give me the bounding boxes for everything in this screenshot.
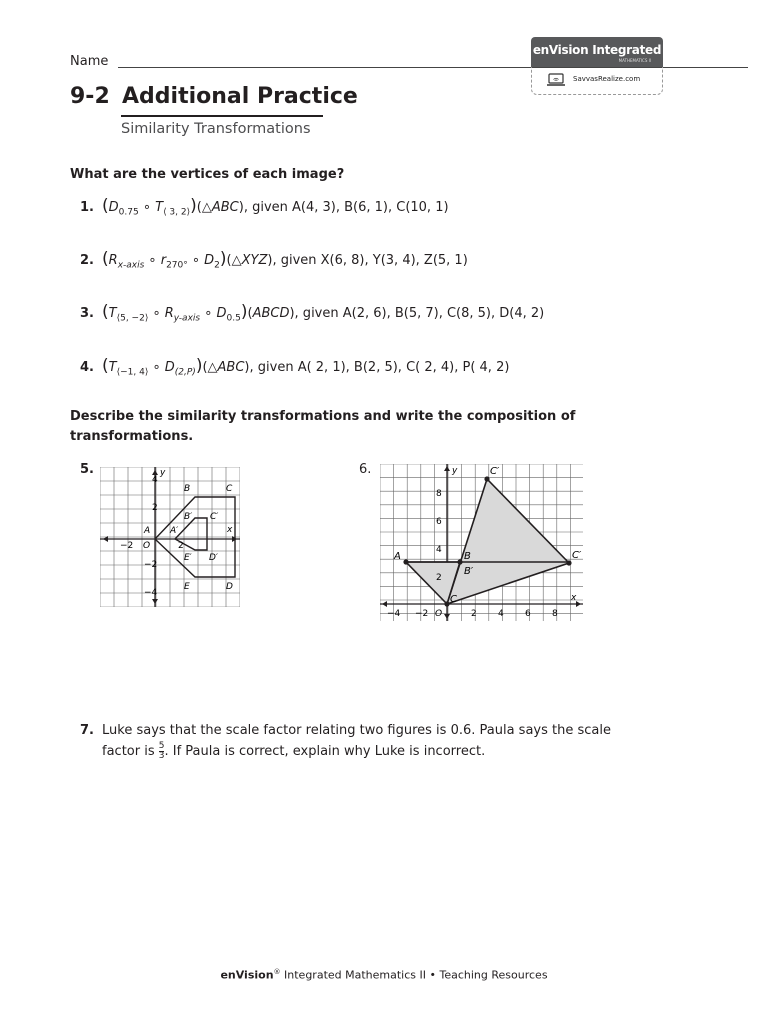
figure-name: △XYZ bbox=[231, 253, 268, 268]
line2-end: . If Paula is correct, explain why Luke is incorrect. bbox=[164, 744, 486, 759]
tick-label: 2 bbox=[436, 573, 442, 583]
translation-symbol: T bbox=[155, 200, 164, 215]
vertex-label-b: B bbox=[184, 484, 191, 494]
tick-label: 6 bbox=[436, 517, 442, 527]
axis-label-x: x bbox=[571, 593, 577, 603]
vertex-label-c-prime: C′ bbox=[210, 512, 219, 522]
triangle-image bbox=[447, 479, 569, 604]
tick-label: 2 bbox=[178, 541, 184, 551]
footer-registered: ® bbox=[273, 968, 281, 976]
vertex-label-a-prime: A′ bbox=[170, 526, 179, 536]
figure-name: ABCD bbox=[252, 306, 290, 321]
footer bbox=[0, 968, 768, 982]
problem-5-number: 5. bbox=[80, 462, 94, 477]
dilation-symbol: D bbox=[216, 306, 227, 321]
tick-label: −4 bbox=[387, 609, 401, 619]
reflection-line: y-axis bbox=[173, 313, 201, 324]
point-c-prime-2 bbox=[566, 560, 571, 565]
dilation-factor: 2 bbox=[214, 260, 220, 271]
section2-heading-line1: Describe the similarity transformations and write the composition of bbox=[70, 409, 576, 424]
given-vertices: , given A(2, 6), B(5, 7), C(8, 5), D(4, 2) bbox=[294, 306, 545, 321]
fraction-numerator: 5 bbox=[158, 741, 165, 751]
vertex-label-b-prime: B′ bbox=[184, 512, 193, 522]
envision-logo bbox=[531, 37, 663, 96]
tick-label: 2 bbox=[471, 609, 477, 619]
point-b bbox=[457, 559, 462, 564]
vertex-label-c-prime: C′ bbox=[490, 466, 500, 477]
vertex-label-d-prime: D′ bbox=[209, 553, 218, 563]
tick-label: 6 bbox=[525, 609, 531, 619]
dilation-factor: 0.75 bbox=[118, 207, 139, 218]
point-c bbox=[444, 601, 449, 606]
problem-number: 2. bbox=[80, 253, 94, 268]
problem-number: 7. bbox=[80, 723, 94, 738]
given-vertices: , given A( 2, 1), B(2, 5), C( 2, 4), P( 4, 2) bbox=[249, 360, 510, 375]
footer-text: Integrated Mathematics II • Teaching Resources bbox=[280, 968, 548, 982]
tick-label: −2 bbox=[120, 541, 134, 551]
figure-name: △ABC bbox=[201, 200, 239, 215]
vertex-label-a: A bbox=[394, 551, 401, 562]
logo-subtitle: MATHEMATICS II bbox=[618, 58, 651, 63]
point-a bbox=[403, 559, 408, 564]
translation-symbol: T bbox=[108, 306, 117, 321]
vertex-label-a: A bbox=[144, 526, 151, 536]
reflection-line: x-axis bbox=[117, 260, 145, 271]
axis-label-y: y bbox=[452, 466, 458, 476]
lesson-subtitle: Similarity Transformations bbox=[121, 121, 311, 137]
translation-symbol: T bbox=[108, 360, 117, 375]
axis-label-x: x bbox=[227, 525, 233, 535]
lesson-number: 9-2 bbox=[70, 84, 110, 109]
problem-4: 4. ($T_{⟨-1, 4⟩}$ ∘ $D_{(2,P)})(\triangle ABC)$, given A( 2, 1), B(2, 5), C( 2, 4), P( 4, 2) bbox=[80, 356, 510, 378]
problem-number: 1. bbox=[80, 200, 94, 215]
translation-vector: ⟨ 3, 2⟩ bbox=[163, 207, 191, 218]
dilation-symbol: D bbox=[164, 360, 175, 375]
problem-7 bbox=[80, 723, 611, 738]
tick-label: 8 bbox=[436, 489, 442, 499]
dilation-symbol: D bbox=[108, 200, 119, 215]
figure-name: △ABC bbox=[207, 360, 245, 375]
vertex-label-e: E bbox=[184, 582, 190, 592]
name-label: Name bbox=[70, 54, 109, 69]
origin-label: O bbox=[435, 609, 443, 619]
reflection-symbol: R bbox=[108, 253, 118, 268]
logo-url: SavvasRealize.com bbox=[573, 75, 641, 83]
vertex-label-b: B bbox=[464, 551, 471, 562]
given-vertices: , given A(4, 3), B(6, 1), C(10, 1) bbox=[243, 200, 449, 215]
problem-1: 1. ($D_{0.75}$ ∘ $T_{⟨ 3, 2⟩})(\triangle ABC)$, given A(4, 3), B(6, 1), C(10, 1) bbox=[80, 196, 449, 218]
problem-6-number: 6. bbox=[359, 462, 372, 477]
dilation-factor: 0.5 bbox=[226, 313, 241, 324]
vertex-label-c-prime-2: C′ bbox=[572, 550, 582, 561]
axis-label-y: y bbox=[160, 468, 166, 478]
logo-brand: enVision Integrated bbox=[532, 43, 662, 57]
lesson-title: Additional Practice bbox=[122, 84, 358, 109]
tick-label: −2 bbox=[415, 609, 429, 619]
tick-label: −4 bbox=[144, 588, 158, 598]
problem-7-line1: Luke says that the scale factor relating two figures is 0.6. Paula says the scale bbox=[102, 723, 611, 738]
problem-2: 2. ($R_{x-axis}$ ∘ $r_{270^\circ}$ ∘ $D_2)(\triangle XYZ)$, given X(6, 8), Y(3, 4), Z(5, 1) bbox=[80, 249, 468, 271]
graph-problem-5 bbox=[100, 467, 240, 607]
translation-vector: ⟨5, −2⟩ bbox=[116, 313, 149, 324]
point-c-prime bbox=[484, 476, 489, 481]
tick-label: 4 bbox=[436, 545, 442, 555]
tick-label: −2 bbox=[144, 560, 158, 570]
tick-label: 8 bbox=[552, 609, 558, 619]
vertex-label-c: C bbox=[450, 594, 457, 605]
tick-label: 4 bbox=[152, 475, 158, 485]
problem-3: 3. ($T_{⟨5, -2⟩}$ ∘ $R_{y-axis}$ ∘ $D_{0.5})(ABCD)$, given A(2, 6), B(5, 7), C(8, 5), D(4, 2) bbox=[80, 302, 545, 324]
dilation-symbol: D bbox=[204, 253, 215, 268]
origin-label: O bbox=[143, 541, 151, 551]
translation-vector: ⟨−1, 4⟩ bbox=[116, 367, 149, 378]
rotation-angle: 270° bbox=[166, 260, 188, 271]
problem-number: 3. bbox=[80, 306, 94, 321]
tick-label: 2 bbox=[152, 503, 158, 513]
dilation-center: (2,P) bbox=[174, 367, 196, 378]
problem-number: 4. bbox=[80, 360, 94, 375]
reflection-symbol: R bbox=[164, 306, 174, 321]
section1-heading: What are the vertices of each image? bbox=[70, 167, 345, 182]
vertex-label-e-prime: E′ bbox=[184, 553, 192, 563]
laptop-icon bbox=[546, 73, 566, 87]
line2-start: factor is bbox=[102, 744, 159, 759]
problem-7-line2 bbox=[102, 742, 485, 761]
vertex-label-b-prime: B′ bbox=[464, 566, 474, 577]
tick-label: 4 bbox=[498, 609, 504, 619]
rotation-symbol: r bbox=[160, 253, 167, 268]
vertex-label-d: D bbox=[226, 582, 233, 592]
fraction-denominator: 3 bbox=[158, 751, 165, 761]
footer-brand: enVision bbox=[220, 968, 274, 982]
graph-problem-6 bbox=[380, 464, 583, 621]
vertex-label-c: C bbox=[226, 484, 233, 494]
given-vertices: , given X(6, 8), Y(3, 4), Z(5, 1) bbox=[272, 253, 468, 268]
section2-heading-line2: transformations. bbox=[70, 429, 194, 444]
title-underline bbox=[121, 115, 323, 117]
